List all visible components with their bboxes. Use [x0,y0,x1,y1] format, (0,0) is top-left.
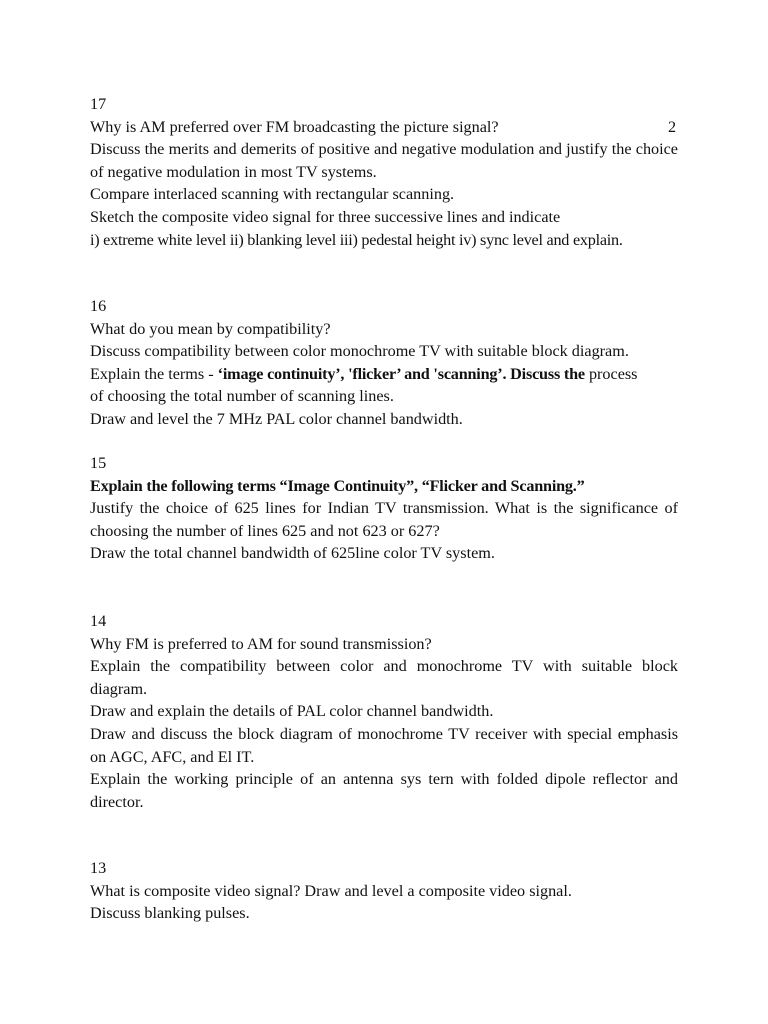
question-line: Justify the choice of 625 lines for Indian TV transmission. What is the significance of choosing the number of lines 625 and not 623 or 627? [90,499,678,540]
question-line: Why FM is preferred to AM for sound transmission? [90,634,432,653]
question-line: Explain the working principle of an antenna sys tern with folded dipole reflector and director. [90,770,678,811]
marks-value: 2 [668,117,677,136]
question-group-16 [90,295,678,431]
question-number: 17 [90,95,107,113]
question-line: Draw and discuss the block diagram of monochrome TV receiver with special emphasis on AGC, AFC, and El IT. [90,724,678,766]
question-line: Discuss blanking pulses. [90,904,250,923]
question-bold-text: ‘image continuity’, 'flicker’ and 'scanning’. Discuss the [217,364,585,383]
question-line: What is composite video signal? Draw and level a composite video signal. [90,881,572,900]
question-line: Explain the following terms “Image Continuity”, “Flicker and Scanning.” [90,476,585,495]
question-group-15 [90,452,678,565]
question-number: 13 [90,859,107,877]
question-number: 15 [90,454,107,472]
question-group-13 [90,857,678,925]
question-group-17 [90,93,678,251]
question-line: Explain the compatibility between color and monochrome TV with suitable block diagram. [90,657,678,698]
question-line: What do you mean by compatibility? [90,319,331,338]
question-text: Explain the terms - [90,364,218,383]
question-line [90,116,678,139]
question-number: 14 [90,612,107,630]
question-number: 16 [90,297,107,315]
question-line: Draw and level the 7 MHz PAL color channel bandwidth. [90,409,463,428]
question-line: of choosing the total number of scanning lines. [90,387,394,406]
question-line: Draw the total channel bandwidth of 625line color TV system. [90,544,495,563]
question-line: Discuss compatibility between color monochrome TV with suitable block diagram. [90,342,629,361]
question-line: i) extreme white level ii) blanking level iii) pedestal height iv) sync level and explain. [90,230,623,249]
question-group-14 [90,610,678,813]
question-line [90,363,678,386]
question-text: Why is AM preferred over FM broadcasting the picture signal? [90,117,499,136]
question-line: Draw and explain the details of PAL color channel bandwidth. [90,702,494,721]
question-text: process [584,364,638,383]
question-line: Sketch the composite video signal for three successive lines and indicate [90,207,561,226]
question-line: Compare interlaced scanning with rectangular scanning. [90,185,455,204]
question-line: Discuss the merits and demerits of positive and negative modulation and justify the choice of negative modulation in most TV systems. [90,140,678,181]
